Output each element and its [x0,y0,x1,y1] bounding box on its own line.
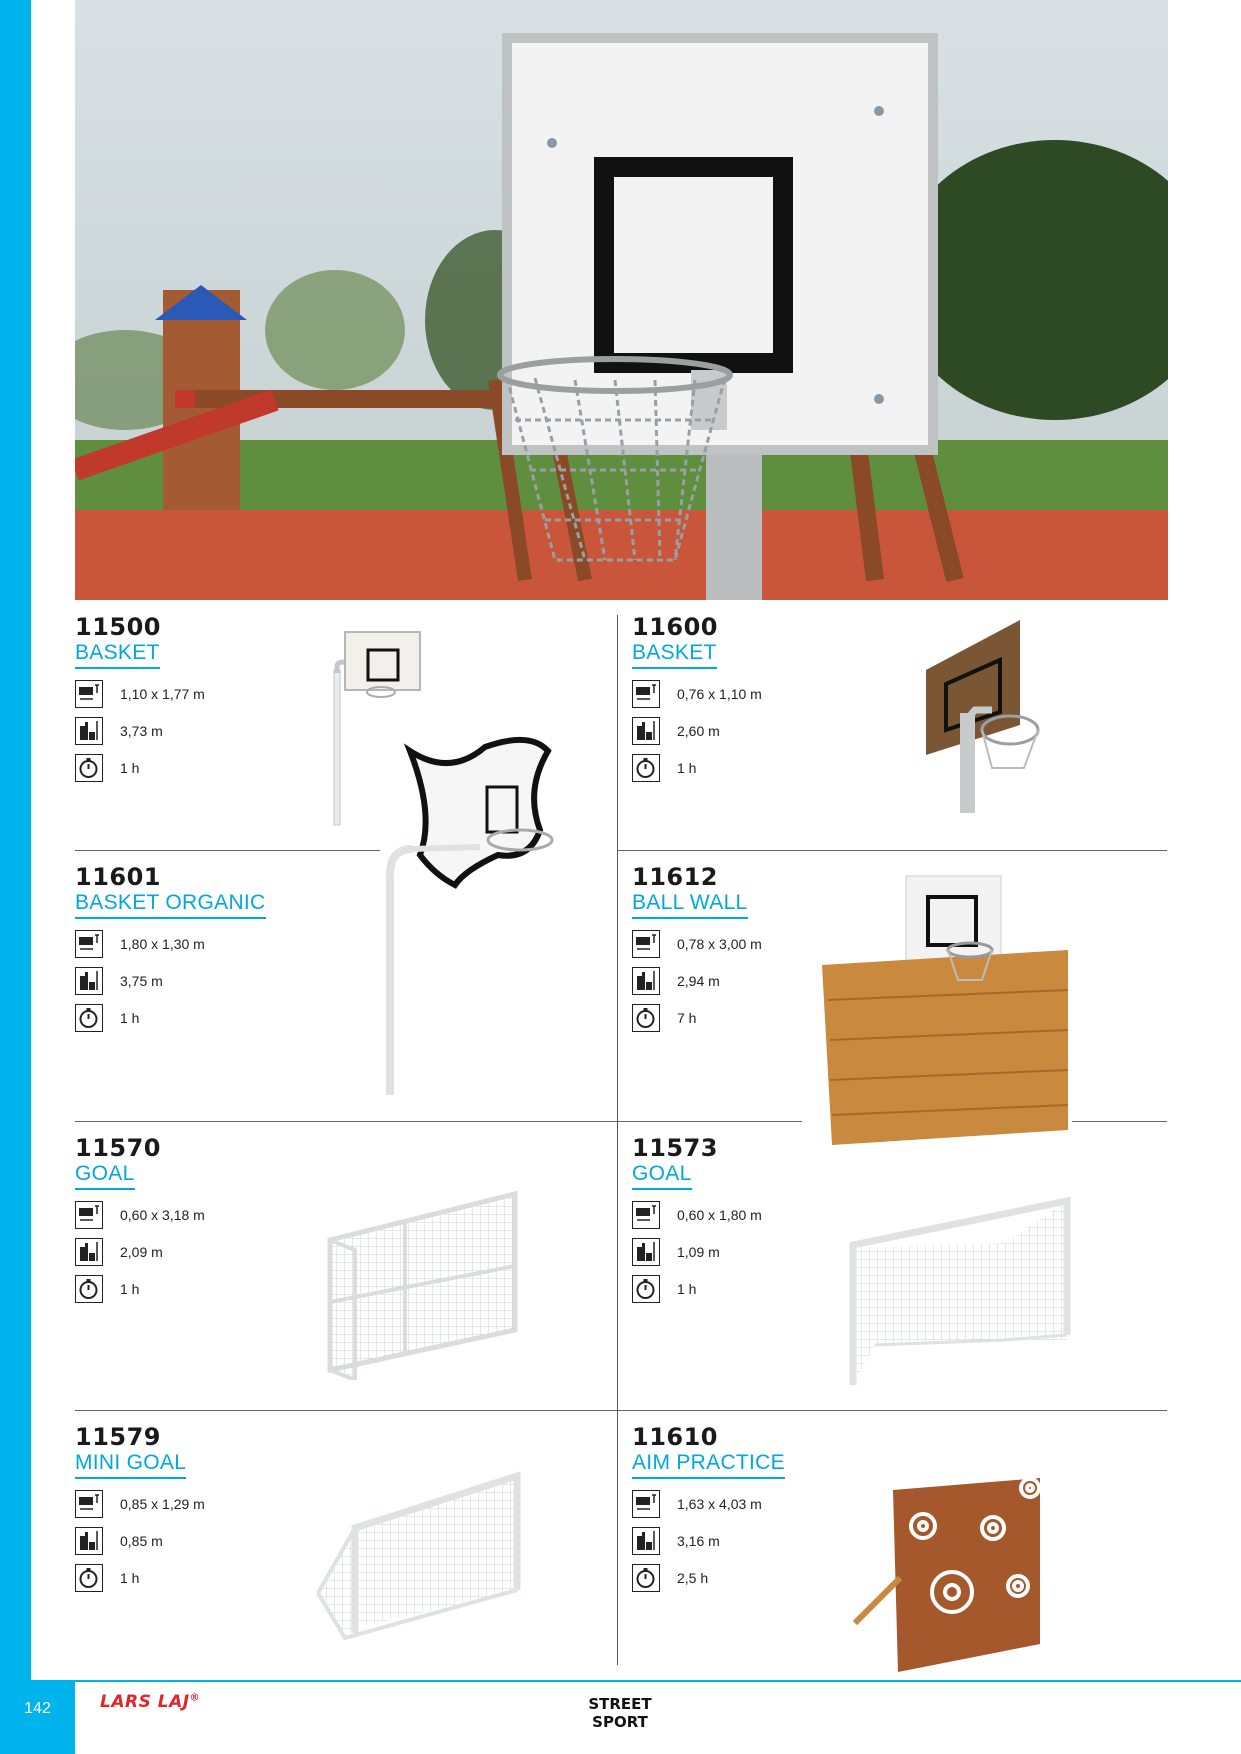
height-icon [75,1527,103,1555]
installation-time-icon [632,1564,660,1592]
row-divider [617,1121,802,1122]
spec-value: 0,60 x 1,80 m [677,1207,762,1223]
product-image-basket-11600 [920,618,1060,818]
row-divider [75,1121,617,1122]
spec-time [75,1004,315,1034]
spec-value: 2,5 h [677,1570,709,1586]
spec-value: 0,78 x 3,00 m [677,936,762,952]
spec-dimensions [75,1490,315,1520]
product-name: MINI GOAL [75,1451,186,1479]
product-name: BASKET [632,641,717,669]
height-icon [632,967,660,995]
dimensions-icon [75,1490,103,1518]
spec-value: 1 h [677,760,697,776]
brand-mark: ® [189,1692,201,1704]
spec-dimensions [75,1201,315,1231]
spec-value: 1 h [120,760,140,776]
spec-height [632,967,872,997]
dimensions-icon [632,680,660,708]
spec-dimensions [75,680,315,710]
product-name: BASKET ORGANIC [75,891,266,919]
height-icon [632,717,660,745]
spec-time [632,1564,872,1594]
spec-dimensions [632,1490,872,1520]
spec-value: 1,09 m [677,1244,720,1260]
spec-height [75,1238,315,1268]
product-name: GOAL [632,1162,692,1190]
product-image-basket-organic-11601 [380,735,585,1105]
height-icon [75,717,103,745]
spec-value: 1 h [120,1010,140,1026]
spec-value: 2,94 m [677,973,720,989]
spec-height [75,967,315,997]
spec-time [75,754,315,784]
row-divider [1072,1121,1167,1122]
spec-dimensions [75,930,315,960]
dimensions-icon [75,930,103,958]
spec-value: 3,75 m [120,973,163,989]
spec-value: 1,63 x 4,03 m [677,1496,762,1512]
spec-value: 1,80 x 1,30 m [120,936,205,952]
dimensions-icon [632,1490,660,1518]
brand-name: LARS LAJ [100,1692,190,1712]
spec-value: 3,73 m [120,723,163,739]
installation-time-icon [75,754,103,782]
product-code: 11601 [75,863,161,891]
spec-height [632,1238,872,1268]
sidebar-accent-bar [0,0,31,1680]
product-name: BALL WALL [632,891,748,919]
row-divider [75,1410,1167,1411]
spec-height [75,1527,315,1557]
product-image-mini-goal-11579 [310,1468,525,1643]
section-title: STREET SPORT [588,1695,652,1731]
product-code: 11579 [75,1423,161,1451]
footer-rule [75,1680,1241,1682]
height-icon [75,967,103,995]
product-image-goal-11570 [320,1190,520,1380]
spec-dimensions [632,680,872,710]
dimensions-icon [75,1201,103,1229]
row-divider [617,850,1167,851]
height-icon [75,1238,103,1266]
installation-time-icon [632,754,660,782]
page-number: 142 [24,1700,51,1717]
product-name: AIM PRACTICE [632,1451,785,1479]
product-code: 11573 [632,1134,718,1162]
product-code: 11600 [632,613,718,641]
installation-time-icon [632,1275,660,1303]
installation-time-icon [75,1564,103,1592]
hero-photo [75,0,1168,600]
spec-height [632,717,872,747]
spec-dimensions [632,1201,872,1231]
spec-height [75,717,315,747]
product-code: 11610 [632,1423,718,1451]
product-code: 11500 [75,613,161,641]
spec-value: 0,60 x 3,18 m [120,1207,205,1223]
installation-time-icon [75,1004,103,1032]
product-image-goal-11573 [845,1195,1075,1385]
dimensions-icon [75,680,103,708]
spec-time [632,1004,872,1034]
height-icon [632,1238,660,1266]
spec-dimensions [632,930,872,960]
spec-value: 0,85 x 1,29 m [120,1496,205,1512]
product-code: 11570 [75,1134,161,1162]
spec-value: 1,10 x 1,77 m [120,686,205,702]
spec-value: 3,16 m [677,1533,720,1549]
product-image-aim-practice-11610 [850,1468,1050,1673]
spec-value: 0,85 m [120,1533,163,1549]
spec-height [632,1527,872,1557]
spec-time [632,754,872,784]
spec-value: 1 h [120,1281,140,1297]
height-icon [632,1527,660,1555]
dimensions-icon [632,930,660,958]
installation-time-icon [632,1004,660,1032]
spec-value: 1 h [120,1570,140,1586]
product-name: BASKET [75,641,160,669]
row-divider [75,850,380,851]
dimensions-icon [632,1201,660,1229]
column-divider [617,615,618,1665]
spec-time [75,1564,315,1594]
spec-time [75,1275,315,1305]
brand-logo [100,1692,200,1712]
spec-value: 2,60 m [677,723,720,739]
spec-value: 0,76 x 1,10 m [677,686,762,702]
product-name: GOAL [75,1162,135,1190]
spec-time [632,1275,872,1305]
spec-value: 1 h [677,1281,697,1297]
spec-value: 7 h [677,1010,697,1026]
installation-time-icon [75,1275,103,1303]
spec-value: 2,09 m [120,1244,163,1260]
product-code: 11612 [632,863,718,891]
